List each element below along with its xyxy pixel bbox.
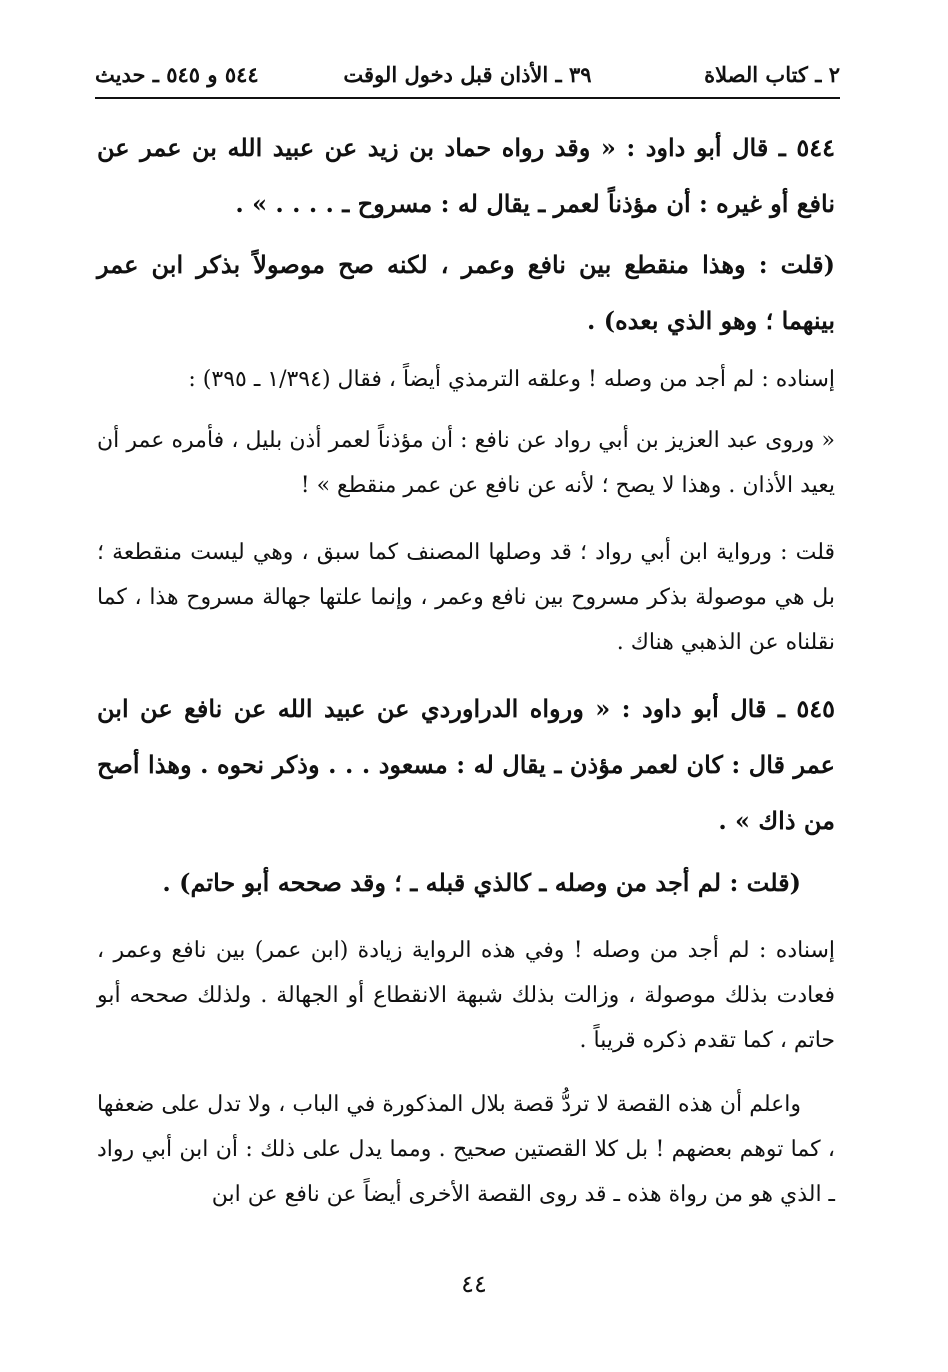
hadith-544-text: ٥٤٤ ـ قال أبو داود : « وقد رواه حماد بن زيد عن عبيد الله بن عمر عن نافع أو غيره : أن مؤذناً لعمر ـ يقال له : مسروح ـ . . . . » . <box>97 133 835 218</box>
header-chapter-title: ٣٩ ـ الأذان قبل دخول الوقت <box>343 62 592 87</box>
hadith-545-note: (قلت : لم أجد من وصله ـ كالذي قبله ـ ؛ وقد صححه أبو حاتم) . <box>162 868 801 897</box>
header-divider <box>95 97 840 99</box>
header-book-title: ٢ ـ كتاب الصلاة <box>704 62 840 87</box>
hadith-545-isnad: إسناده : لم أجد من وصله ! وفي هذه الرواية زيادة (ابن عمر) بين نافع وعمر ، فعادت بذلك موصولة ، وزالت بذلك شبهة الانقطاع أو الجهالة . ولذلك صححه أبو حاتم ، كما تقدم ذكره قريباً . <box>97 938 835 1053</box>
hadith-544-isnad: إسناده : لم أجد من وصله ! وعلقه الترمذي أيضاً ، فقال (١/٣٩٤ ـ ٣٩٥) : <box>188 367 835 392</box>
closing-commentary: واعلم أن هذه القصة لا تردُّ قصة بلال المذكورة في الباب ، ولا تدل على ضعفها ، كما توهم بعضهم ! بل كلا القصتين صحيح . ومما يدل على ذلك : أن ابن أبي رواد ـ الذي هو من رواة هذه ـ قد روى القصة الأخرى أيضاً عن نافع عن ابن <box>97 1092 835 1207</box>
commentary-ibn-abi-rawwad: قلت : ورواية ابن أبي رواد ؛ قد وصلها المصنف كما سبق ، وهي ليست منقطعة ؛ بل هي موصولة بذكر مسروح بين نافع وعمر ، وإنما علتها جهالة مسروح هذا ، كما نقلناه عن الذهبي هناك . <box>97 540 835 655</box>
page-number: ٤٤ <box>461 1270 487 1298</box>
running-header <box>95 62 840 96</box>
tirmidhi-quote: « وروى عبد العزيز بن أبي رواد عن نافع : أن مؤذناً لعمر أذن بليل ، فأمره عمر أن يعيد الأذان . وهذا لا يصح ؛ لأنه عن نافع عن عمر منقطع » ! <box>97 428 835 498</box>
header-hadith-numbers: ٥٤٤ و ٥٤٥ ـ حديث <box>95 62 259 87</box>
hadith-544-note: (قلت : وهذا منقطع بين نافع وعمر ، لكنه صح موصولاً بذكر ابن عمر بينهما ؛ وهو الذي بعده) . <box>97 250 836 335</box>
hadith-545-text: ٥٤٥ ـ قال أبو داود : « ورواه الدراوردي عن عبيد الله عن نافع عن ابن عمر قال : كان لعمر مؤذن ـ يقال له : مسعود . . . وذكر نحوه . وهذا أصح من ذاك » . <box>97 694 835 835</box>
